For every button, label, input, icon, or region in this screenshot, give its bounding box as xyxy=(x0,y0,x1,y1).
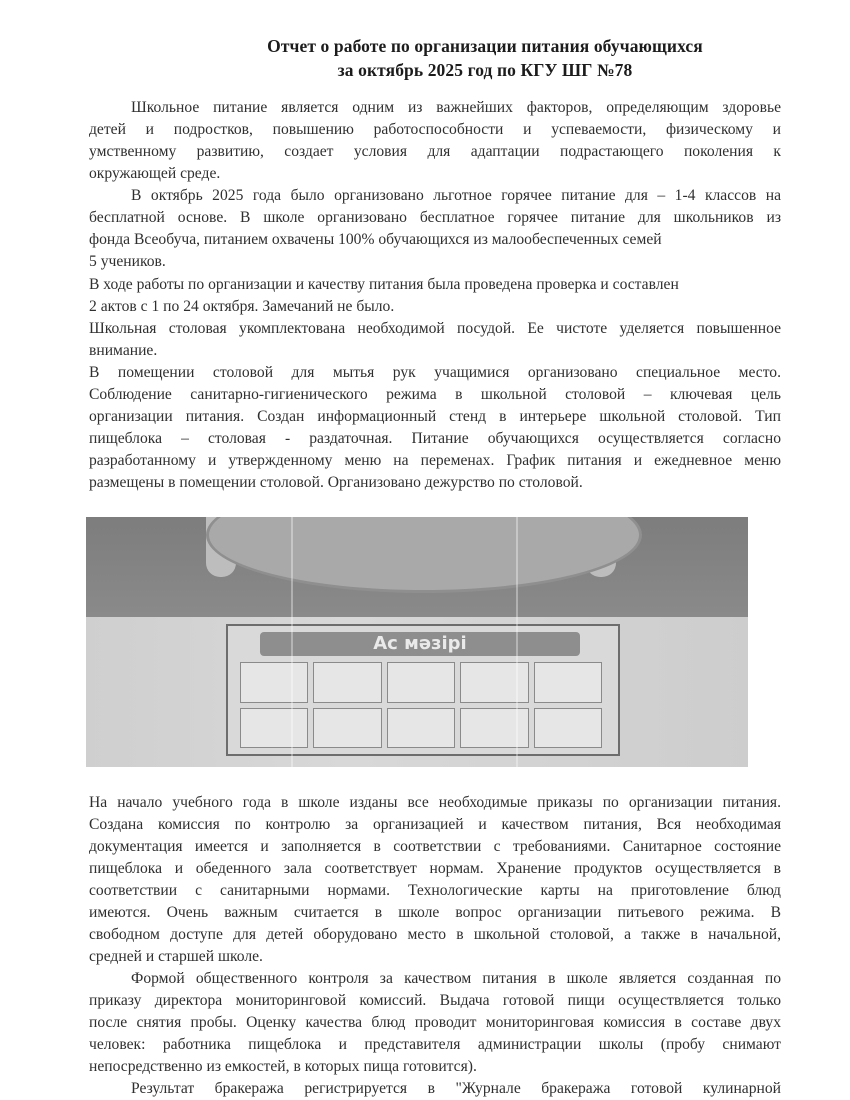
text-line: На начало учебного года в школе изданы все необходимые приказы по организации питания. xyxy=(89,794,781,811)
text-line: Школьное питание является одним из важнейших факторов, определяющим здоровье xyxy=(131,99,781,116)
text-line: детей и подростков, повышению работоспособности и успеваемости, физическому и xyxy=(89,121,781,138)
menu-sheet xyxy=(534,708,602,749)
text-line: В октябрь 2025 года было организовано льготное горячее питание для – 1-4 классов на xyxy=(131,187,781,204)
text-line: после снятия пробы. Оценку качества блюд проводит мониторинговая комиссия в составе двух xyxy=(89,1014,781,1031)
paragraph-inspection xyxy=(89,274,781,318)
paragraph-brakerage xyxy=(89,1078,781,1100)
menu-sheet xyxy=(387,708,455,749)
text-line: организации питания. Создан информационный стенд в интерьере школьной столовой. Тип xyxy=(89,408,781,425)
text-line: Формой общественного контроля за качеством питания в школе является созданная по xyxy=(131,970,781,987)
menu-sheet xyxy=(240,662,308,703)
menu-sheet xyxy=(240,708,308,749)
paragraph-sanitary xyxy=(89,362,781,494)
text-line: внимание. xyxy=(89,342,158,359)
menu-sheet xyxy=(460,662,528,703)
paragraph-public-control xyxy=(89,968,781,1078)
menu-sheet xyxy=(313,708,381,749)
text-line: бесплатной основе. В школе организовано бесплатное горячее питание для школьников из xyxy=(89,209,781,226)
menu-sheet xyxy=(534,662,602,703)
scan-artifact xyxy=(516,517,518,767)
text-line: В помещении столовой для мытья рук учащимися организовано специальное место. xyxy=(89,364,781,381)
text-line: 2 актов с 1 по 24 октября. Замечаний не было. xyxy=(89,298,395,315)
menu-board xyxy=(226,624,620,756)
text-line: разработанному и утвержденному меню на переменах. График питания и ежедневное меню xyxy=(89,452,781,469)
text-line: Результат бракеража регистрируется в "Журнале бракеража готовой кулинарной xyxy=(131,1080,781,1097)
paragraph-october-meals xyxy=(89,185,781,273)
text-line: Соблюдение санитарно-гигиенического режима в школьной столовой – ключевая цель xyxy=(89,386,781,403)
text-line: размещены в помещении столовой. Организовано дежурство по столовой. xyxy=(89,474,583,491)
canteen-menu-board-photo xyxy=(86,517,748,767)
text-line: Создана комиссия по контролю за организацией и качеством питания, Вся необходимая xyxy=(89,816,781,833)
text-line: приказу директора мониторинговой комиссий. Выдача готовой пищи осуществляется только xyxy=(89,992,781,1009)
menu-board-cells xyxy=(240,662,602,748)
text-line: непосредственно из емкостей, в которых пища готовится). xyxy=(89,1058,477,1075)
text-line: документация имеется и заполняется в соответствии с требованиями. Санитарное состояние xyxy=(89,838,781,855)
text-line: умственному развитию, создает условия для адаптации подрастающего поколения к xyxy=(89,143,781,160)
menu-sheet xyxy=(313,662,381,703)
text-line: человек: работника пищеблока и представителя администрации школы (пробу снимают xyxy=(89,1036,781,1053)
text-line: свободном доступе для детей оборудовано место в школьной столовой, а также в начальной, xyxy=(89,926,781,943)
paragraph-orders-commission xyxy=(89,792,781,968)
text-line: 5 учеников. xyxy=(89,253,166,270)
text-line: Школьная столовая укомплектована необходимой посудой. Ее чистоте уделяется повышенное xyxy=(89,320,781,337)
text-line: пищеблока и обеденного зала соответствует нормам. Хранение продуктов осуществляется в xyxy=(89,860,781,877)
text-line: соответствии с санитарными нормами. Технологические карты на приготовление блюд xyxy=(89,882,781,899)
document-title-line-2: за октябрь 2025 год по КГУ ШГ №78 xyxy=(337,60,633,80)
menu-sheet xyxy=(387,662,455,703)
text-line: фонда Всеобуча, питанием охвачены 100% обучающихся из малообеспеченных семей xyxy=(89,231,662,248)
text-line: окружающей среде. xyxy=(89,165,221,182)
text-line: пищеблока – столовая - раздаточная. Питание обучающихся осуществляется согласно xyxy=(89,430,781,447)
text-line: средней и старшей школе. xyxy=(89,948,263,965)
paragraph-school-nutrition xyxy=(89,97,781,185)
text-line: В ходе работы по организации и качеству питания была проведена проверка и составлен xyxy=(89,276,679,293)
paragraph-dishes xyxy=(89,318,781,362)
menu-sheet xyxy=(460,708,528,749)
scan-artifact xyxy=(291,517,293,767)
document-title-line-1: Отчет о работе по организации питания обучающихся xyxy=(267,36,703,56)
text-line: имеются. Очень важным считается в школе вопрос организации питьевого режима. В xyxy=(89,904,781,921)
menu-board-title: Ас мәзірі xyxy=(260,632,580,656)
